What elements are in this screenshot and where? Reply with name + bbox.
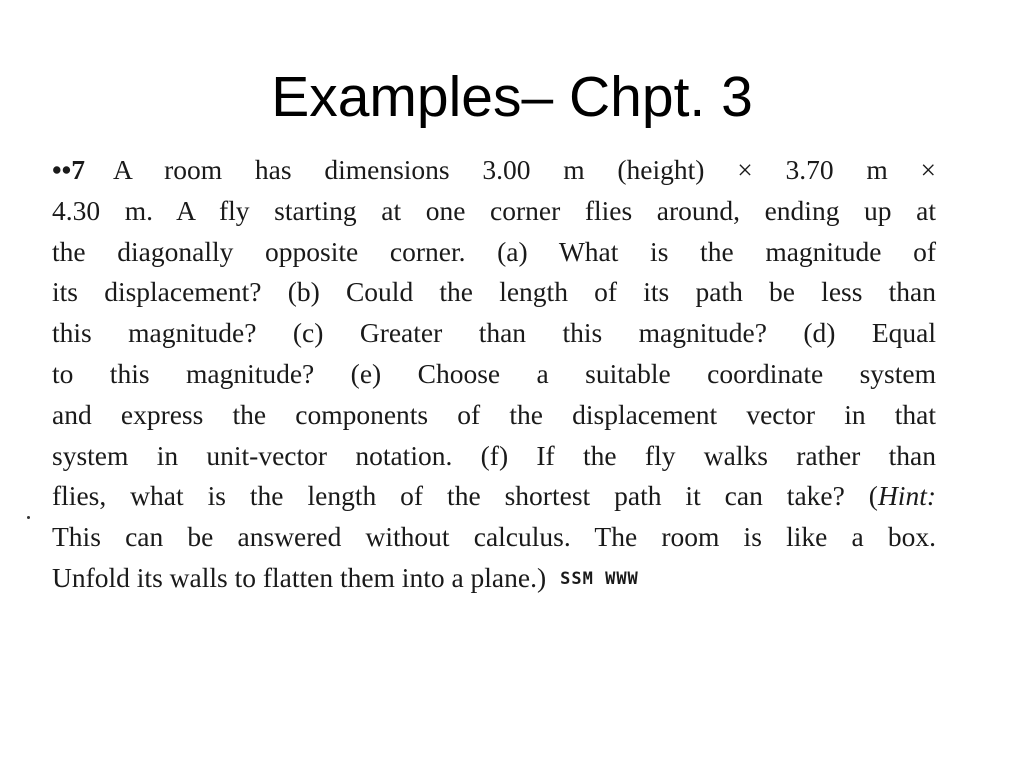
problem-line-10: This can be answered without calculus. The room is like a box. — [52, 521, 936, 553]
problem-number: ••7 — [52, 154, 86, 185]
problem-line-9: flies, what is the length of the shortest path it can take? (Hint: — [52, 480, 936, 512]
stray-dot — [27, 516, 30, 519]
problem-line-4: its displacement? (b) Could the length of its path be less than — [52, 276, 936, 308]
slide-title: Examples– Chpt. 3 — [271, 65, 753, 129]
problem-line-2: 4.30 m. A fly starting at one corner flies around, ending up at — [52, 194, 936, 226]
problem-image — [40, 145, 945, 605]
problem-line-1: ••7 A room has dimensions 3.00 m (height) × 3.70 m × — [52, 154, 936, 185]
problem-text — [52, 150, 936, 599]
problem-line-11: Unfold its walls to flatten them into a plane.) SSM WWW — [52, 561, 639, 593]
hint-label: Hint: — [877, 480, 936, 512]
problem-line-7: and express the components of the displacement vector in that — [52, 398, 936, 430]
problem-line-6: to this magnitude? (e) Choose a suitable coordinate system — [52, 357, 936, 389]
problem-line-8: system in unit-vector notation. (f) If the fly walks rather than — [52, 439, 936, 471]
problem-tags: SSM WWW — [560, 568, 639, 589]
problem-line-5: this magnitude? (c) Greater than this magnitude? (d) Equal — [52, 317, 936, 349]
problem-line-3: the diagonally opposite corner. (a) What is the magnitude of — [52, 235, 936, 267]
